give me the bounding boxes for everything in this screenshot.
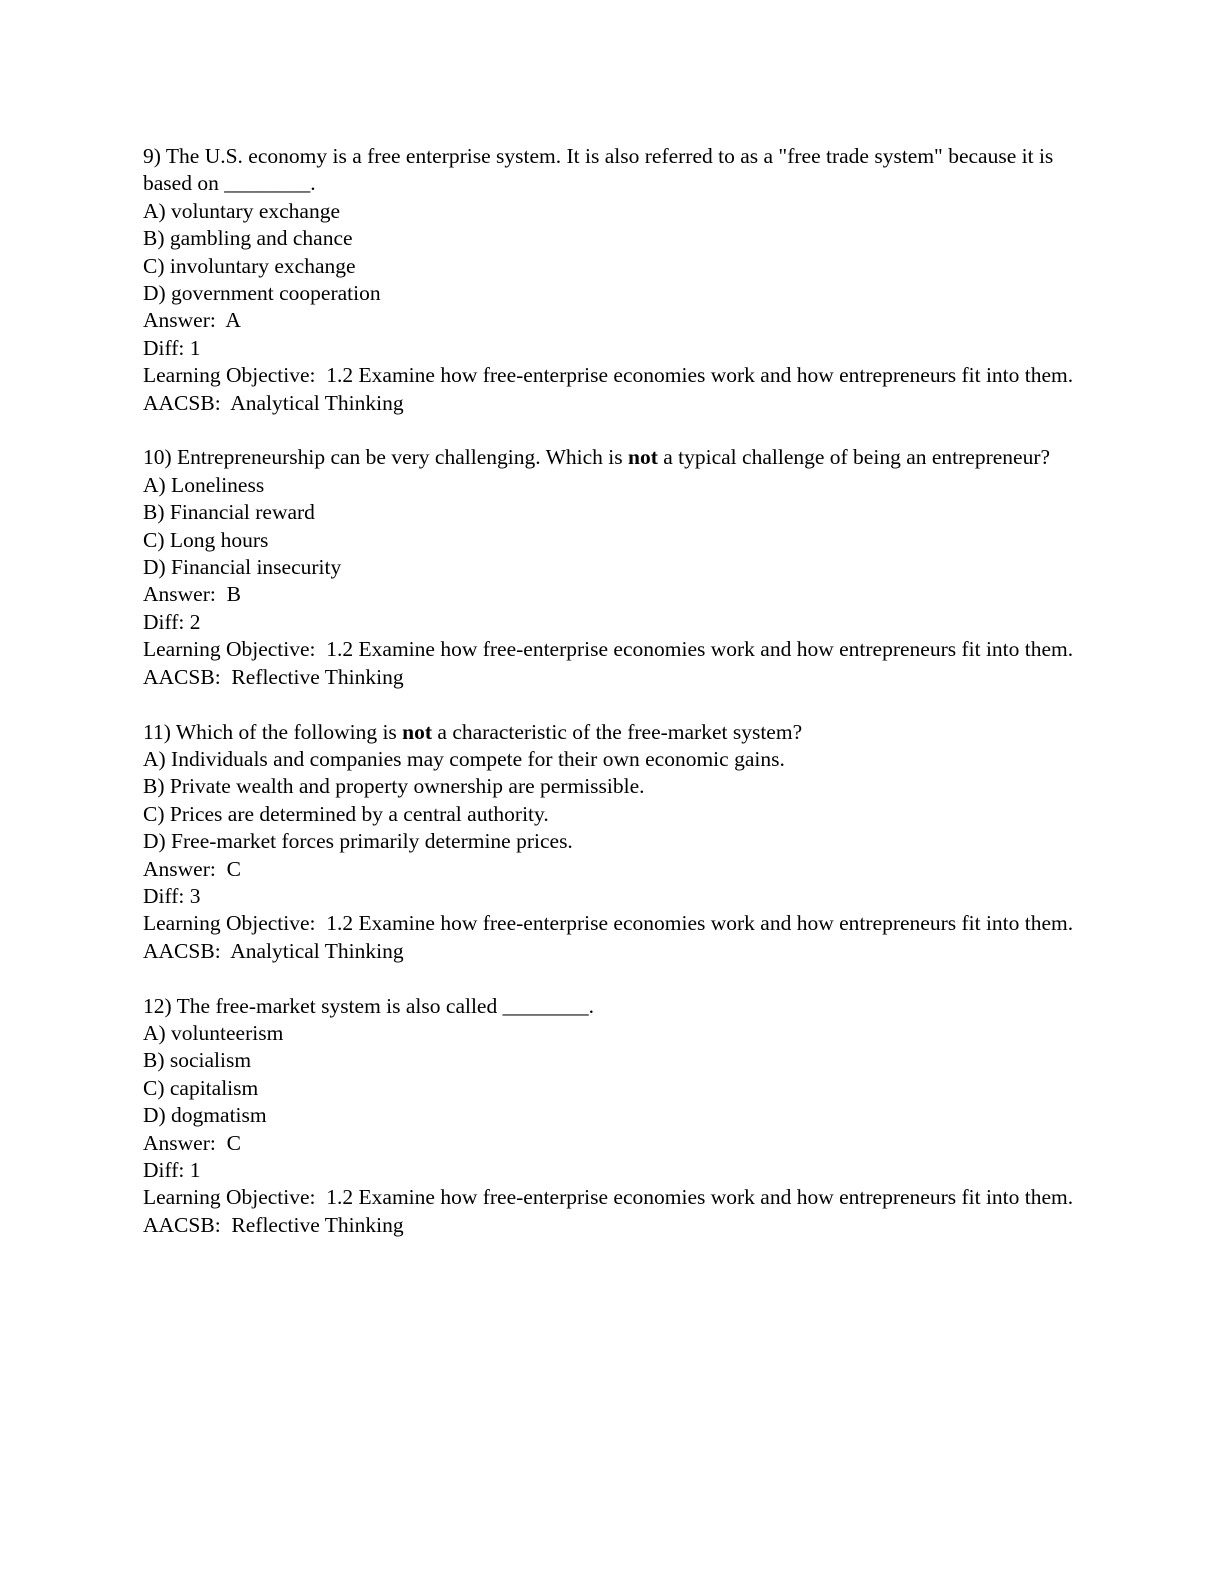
option-b: B) Financial reward [143,500,315,525]
learning-objective: Learning Objective: 1.2 Examine how free-enterprise economies work and how entrepreneurs fit into them. [143,363,1074,388]
stem-emphasis: not [402,719,433,744]
answer: Answer: C [143,856,241,881]
learning-objective: Learning Objective: 1.2 Examine how free-enterprise economies work and how entrepreneurs fit into them. [143,1185,1074,1210]
difficulty: Diff: 1 [143,335,201,360]
stem-text: 10) Entrepreneurship can be very challenging. Which is [143,445,628,470]
aacsb: AACSB: Reflective Thinking [143,664,404,689]
stem-text-after: a typical challenge of being an entrepreneur? [657,445,1051,470]
option-d: D) dogmatism [143,1103,267,1128]
difficulty: Diff: 3 [143,883,201,908]
stem-text: 11) Which of the following is [143,719,403,744]
option-b: B) Private wealth and property ownership are permissible. [143,774,645,799]
option-b: B) gambling and chance [143,226,353,251]
stem-text: 12) The free-market system is also called ________. [143,993,594,1018]
question-stem [143,143,1083,198]
option-d: D) Free-market forces primarily determine prices. [143,829,573,854]
question-stem [143,444,1083,471]
option-c: C) Prices are determined by a central authority. [143,801,549,826]
stem-text: 9) The U.S. economy is a free enterprise system. It is also referred to as a "free trade system" because it is based on ________. [143,144,1059,196]
option-d: D) Financial insecurity [143,555,342,580]
option-c: C) involuntary exchange [143,253,356,278]
learning-objective: Learning Objective: 1.2 Examine how free-enterprise economies work and how entrepreneurs fit into them. [143,911,1074,936]
stem-text-after: a characteristic of the free-market system? [432,719,803,744]
difficulty: Diff: 1 [143,1157,201,1182]
question-stem [143,993,1083,1020]
document-page [143,143,1083,1267]
option-c: C) Long hours [143,527,269,552]
option-c: C) capitalism [143,1075,259,1100]
question-12 [143,993,1083,1240]
aacsb: AACSB: Analytical Thinking [143,390,404,415]
difficulty: Diff: 2 [143,609,201,634]
option-a: A) volunteerism [143,1020,284,1045]
answer: Answer: B [143,582,241,607]
answer: Answer: C [143,1130,241,1155]
option-d: D) government cooperation [143,281,381,306]
learning-objective: Learning Objective: 1.2 Examine how free-enterprise economies work and how entrepreneurs fit into them. [143,637,1074,662]
question-9 [143,143,1083,417]
option-b: B) socialism [143,1048,252,1073]
question-11 [143,719,1083,966]
option-a: A) Loneliness [143,472,265,497]
option-a: A) voluntary exchange [143,198,341,223]
question-10 [143,444,1083,691]
option-a: A) Individuals and companies may compete for their own economic gains. [143,746,785,771]
stem-emphasis: not [627,445,658,470]
answer: Answer: A [143,308,241,333]
question-stem [143,719,1083,746]
aacsb: AACSB: Analytical Thinking [143,938,404,963]
aacsb: AACSB: Reflective Thinking [143,1212,404,1237]
